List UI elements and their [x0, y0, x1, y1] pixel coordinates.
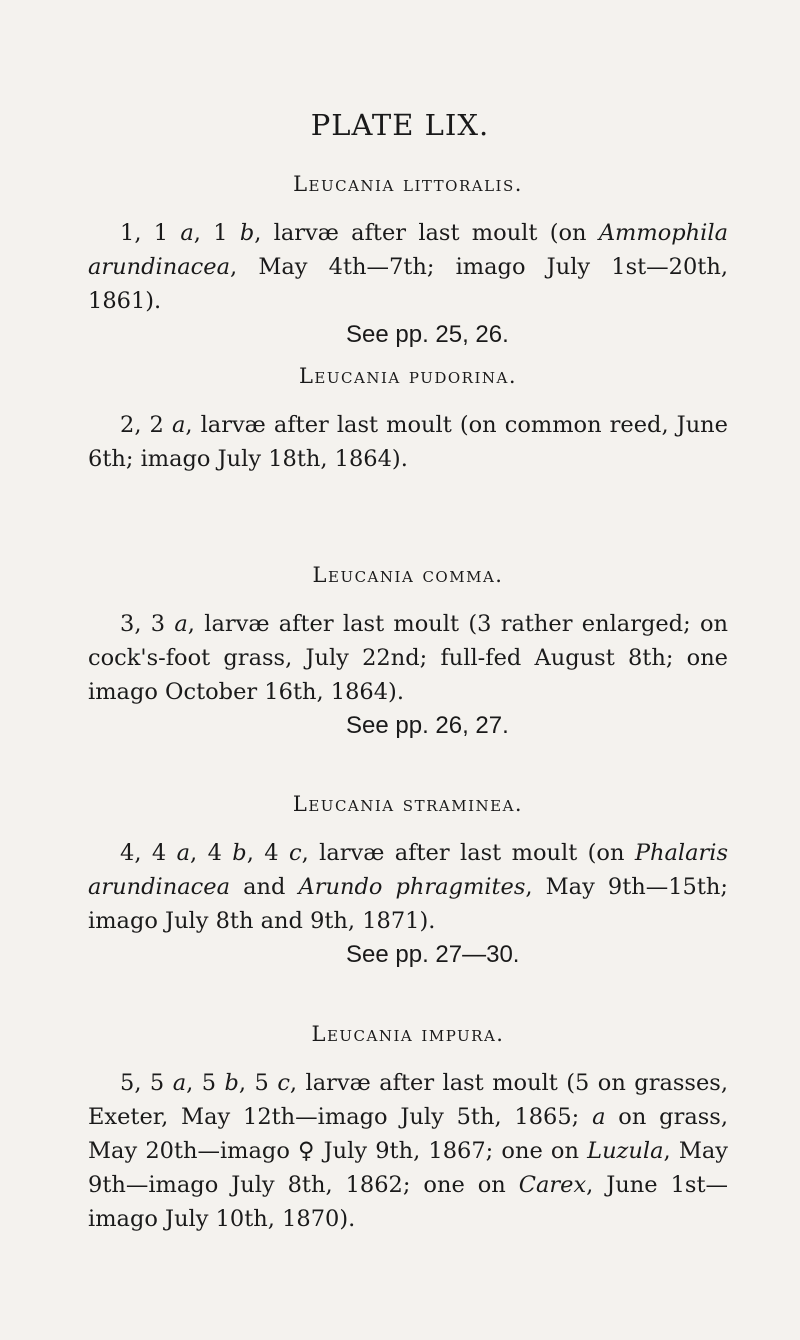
section-leucania-straminea: [88, 792, 728, 972]
section-heading: Leucania littoralis.: [293, 172, 523, 196]
page-reference: See pp. 26, 27.: [346, 712, 509, 739]
section-text: 5, 5 a, 5 b, 5 c, larvæ after last moult (5 on grasses, Exeter, May 12th—imago July 5th, 1865; a on grass, May 20th—imago ♀ July 9th, 1867; one on Luzula, May 9th—imago July 8th, 1862; one on Carex, June 1st—imago July 10th, 1870).: [88, 1070, 728, 1232]
section-heading: Leucania straminea.: [292, 792, 524, 816]
section-leucania-impura: [88, 1022, 728, 1236]
section-heading: Leucania impura.: [311, 1022, 505, 1046]
page-reference: See pp. 27—30.: [346, 941, 520, 968]
section-leucania-pudorina: [88, 364, 728, 476]
section-text: 2, 2 a, larvæ after last moult (on common reed, June 6th; imago July 18th, 1864).: [88, 412, 728, 472]
section-text: 1, 1 a, 1 b, larvæ after last moult (on Ammophila arundinacea, May 4th—7th; imago July 1st—20th, 1861).: [88, 220, 728, 314]
plate-title: PLATE LIX.: [310, 108, 490, 142]
section-text: 3, 3 a, larvæ after last moult (3 rather enlarged; on cock's-foot grass, July 22nd; full-fed August 8th; one imago October 16th, 1864).: [88, 611, 728, 705]
section-leucania-littoralis: [88, 172, 728, 352]
section-text: 4, 4 a, 4 b, 4 c, larvæ after last moult (on Phalaris arundinacea and Arundo phragmites, May 9th—15th; imago July 8th and 9th, 1871).: [88, 840, 729, 934]
section-leucania-comma: [88, 563, 728, 743]
page-reference: See pp. 25, 26.: [346, 321, 509, 348]
section-heading: Leucania comma.: [312, 563, 504, 587]
section-heading: Leucania pudorina.: [298, 364, 518, 388]
